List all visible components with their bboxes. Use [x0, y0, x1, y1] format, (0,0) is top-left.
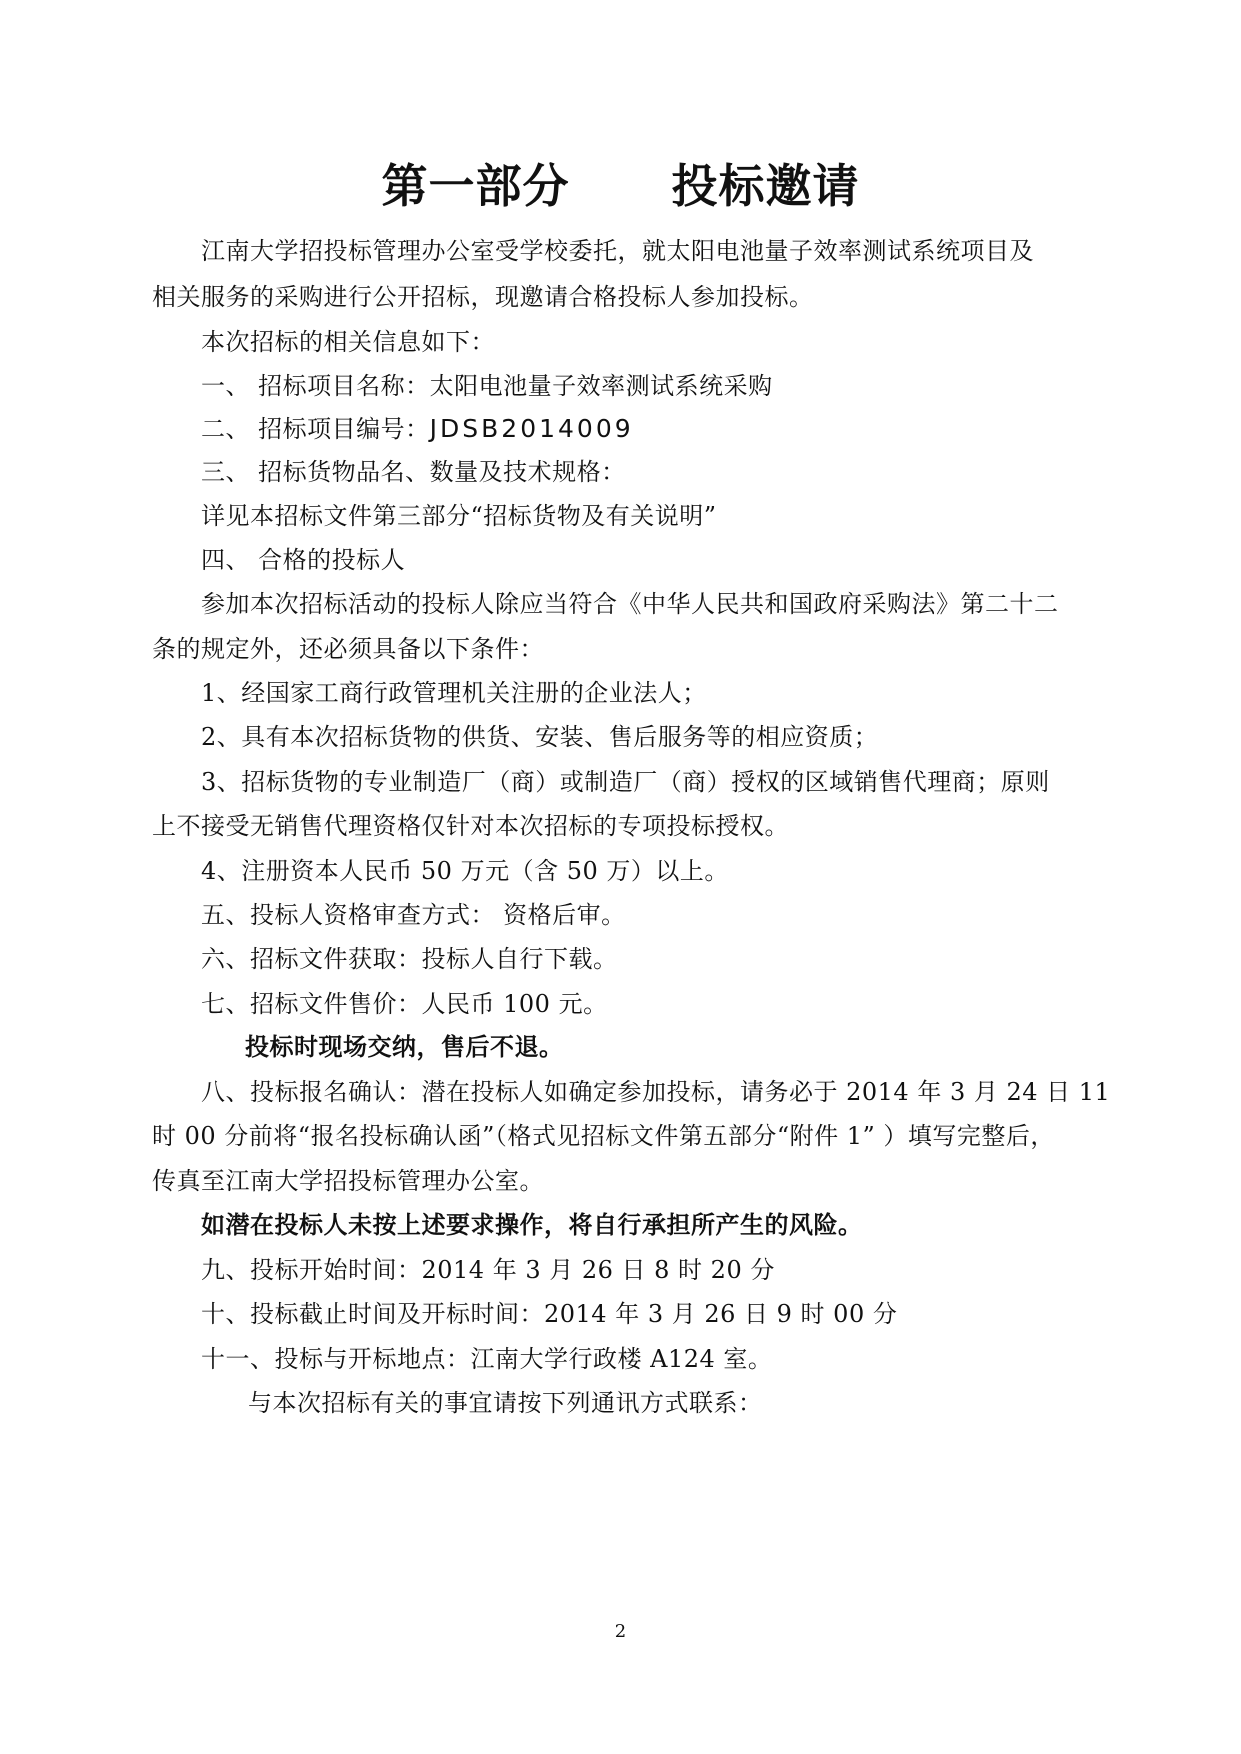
registration-line-1: 八、投标报名确认：潜在投标人如确定参加投标，请务必于 2014 年 3 月 24 日 11: [201, 1078, 1111, 1106]
page-title: 第一部分 投标邀请: [381, 159, 860, 213]
item-project-name: 一、 招标项目名称：太阳电池量子效率测试系统采购: [201, 372, 773, 400]
page-number: 2: [614, 1621, 627, 1642]
paragraph-intro-line-1: 江南大学招投标管理办公室受学校委托，就太阳电池量子效率测试系统项目及: [201, 237, 1034, 265]
item-project-number: [201, 414, 634, 444]
item-goods-spec-detail: 详见本招标文件第三部分“招标货物及有关说明”: [201, 502, 717, 530]
registration-line-2: 时 00 分前将“报名投标确认函”（格式见招标文件第五部分“附件 1” ）填写完整后，: [152, 1122, 1055, 1150]
condition-3-line-1: 3、招标货物的专业制造厂（商）或制造厂（商）授权的区域销售代理商；原则: [201, 768, 1050, 796]
paragraph-qualification-line-2: 条的规定外，还必须具备以下条件：: [152, 635, 544, 663]
bid-location: 十一、投标与开标地点：江南大学行政楼 A124 室。: [201, 1345, 773, 1373]
paragraph-qualification-line-1: 参加本次招标活动的投标人除应当符合《中华人民共和国政府采购法》第二十二: [201, 590, 1059, 618]
contact-intro: 与本次招标有关的事宜请按下列通讯方式联系：: [248, 1389, 763, 1417]
condition-4: 4、注册资本人民币 50 万元（含 50 万）以上。: [201, 857, 729, 885]
item-qualified-bidder: 四、 合格的投标人: [201, 546, 406, 574]
bid-start-time: 九、投标开始时间：2014 年 3 月 26 日 8 时 20 分: [201, 1256, 775, 1284]
item-qualification-review: 五、投标人资格审查方式： 资格后审。: [201, 901, 626, 929]
registration-line-3: 传真至江南大学招投标管理办公室。: [152, 1167, 544, 1195]
risk-warning: 如潜在投标人未按上述要求操作，将自行承担所产生的风险。: [201, 1210, 863, 1239]
project-code: JDSB2014009: [429, 414, 634, 443]
paragraph-intro-line-2: 相关服务的采购进行公开招标，现邀请合格投标人参加投标。: [152, 283, 814, 311]
item-document-acquisition: 六、招标文件获取：投标人自行下载。: [201, 945, 618, 973]
condition-1: 1、经国家工商行政管理机关注册的企业法人；: [201, 679, 707, 707]
item-project-number-label: 二、 招标项目编号：: [201, 415, 430, 443]
condition-2: 2、具有本次招标货物的供货、安装、售后服务等的相应资质；: [201, 723, 879, 751]
item-document-price: 七、招标文件售价：人民币 100 元。: [201, 990, 608, 1018]
condition-3-line-2: 上不接受无销售代理资格仅针对本次招标的专项投标授权。: [152, 812, 789, 840]
paragraph-info-header: 本次招标的相关信息如下：: [201, 328, 495, 356]
payment-note: 投标时现场交纳，售后不退。: [245, 1032, 564, 1061]
item-goods-spec: 三、 招标货物品名、数量及技术规格：: [201, 458, 626, 486]
bid-deadline-time: 十、投标截止时间及开标时间：2014 年 3 月 26 日 9 时 00 分: [201, 1300, 898, 1328]
